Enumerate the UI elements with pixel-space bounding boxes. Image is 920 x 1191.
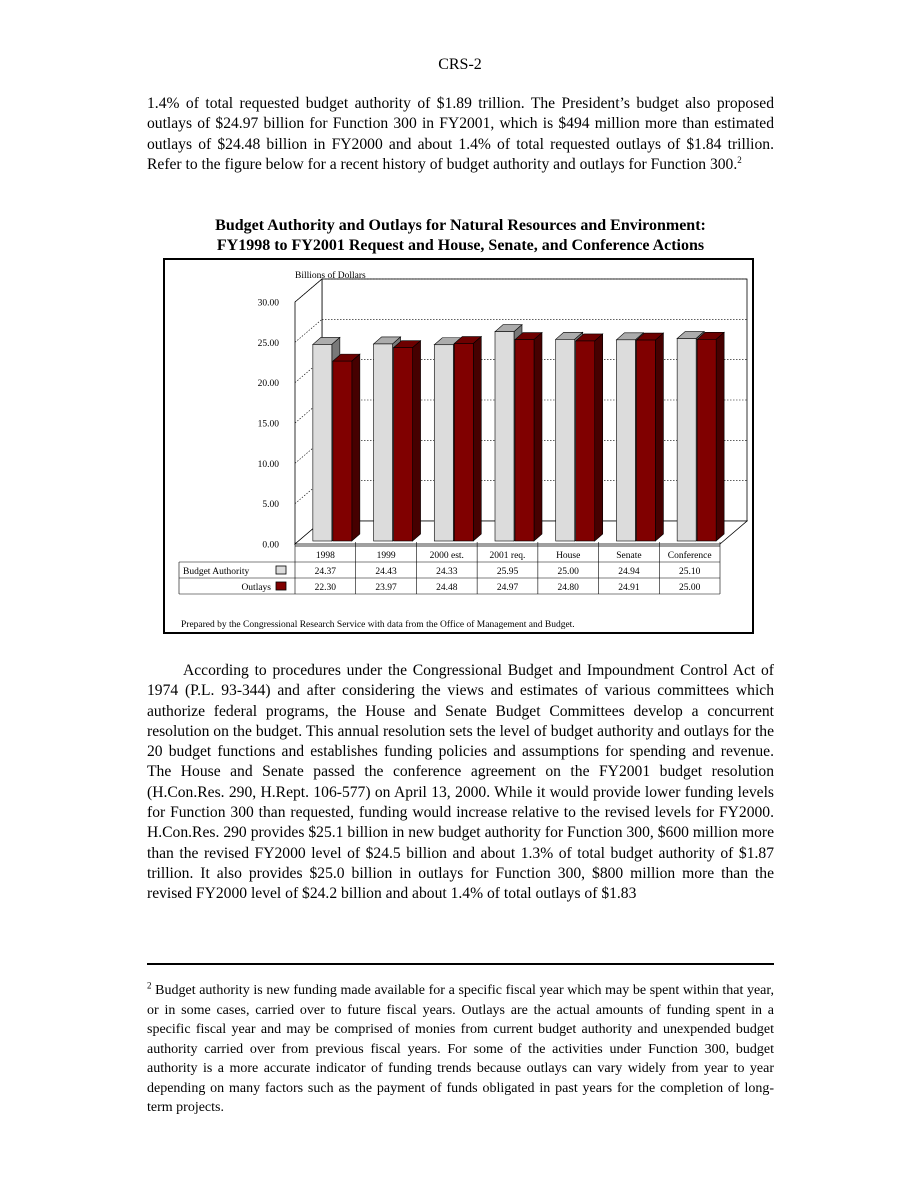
y-tick-label: 25.00 (257, 338, 279, 349)
data-label: 24.33 (436, 567, 458, 577)
data-label: 24.48 (436, 583, 458, 593)
data-label: 24.37 (314, 567, 337, 577)
bar (313, 344, 332, 541)
y-tick-label: 30.00 (257, 298, 279, 309)
bar-side (655, 333, 663, 541)
figure-title-line-1: Budget Authority and Outlays for Natural Resources and Environment: (215, 217, 706, 234)
x-tick-label: House (556, 551, 581, 561)
x-tick-label: 2001 req. (489, 551, 526, 561)
bar (374, 344, 393, 541)
data-label: 24.43 (375, 567, 397, 577)
y-tick-label: 20.00 (257, 379, 279, 390)
x-tick-label: 1999 (376, 551, 396, 561)
x-tick-label: Senate (616, 551, 642, 561)
source-note: Prepared by the Congressional Research Service with data from the Office of Management and Budget. (181, 620, 575, 630)
bar-side (352, 354, 360, 541)
footnote-number: 2 (147, 980, 152, 991)
bar (434, 345, 453, 541)
footnote-ref[interactable]: 2 (737, 154, 742, 165)
bar-side (716, 332, 724, 541)
y-tick-label: 5.00 (262, 500, 279, 511)
bar-side (473, 337, 481, 541)
bar (616, 340, 635, 541)
bar (454, 344, 473, 541)
bar (556, 339, 575, 541)
legend-label: Budget Authority (183, 567, 250, 577)
chart-frame (163, 258, 754, 634)
x-tick-label: 1998 (315, 551, 335, 561)
legend-swatch (276, 582, 286, 590)
bar-side (413, 341, 421, 541)
footnote (147, 981, 774, 1118)
bar (697, 339, 716, 541)
page-header: CRS-2 (438, 56, 482, 73)
y-tick-label: 10.00 (257, 459, 279, 470)
data-label: 23.97 (375, 583, 397, 593)
bar (495, 332, 514, 541)
bar (333, 361, 352, 541)
legend-swatch (276, 566, 286, 574)
intro-paragraph (147, 94, 774, 175)
x-tick-label: Conference (667, 551, 712, 561)
bar-chart (165, 260, 752, 632)
bar-side (595, 334, 603, 541)
y-tick-label: 15.00 (257, 419, 279, 430)
bar (515, 340, 534, 541)
body-paragraph: According to procedures under the Congressional Budget and Impoundment Control Act of 1974 (P.L. 93-344) and after considering the views and estimates of various committees which authorize federal programs, the House and Senate Budget Committees develop a concurrent resolution on the budget. This annual resolution sets the level of budget authority and outlays for the 20 budget functions and establishes funding policies and assumptions for spending and revenue. The House and Senate passed the conference agreement on the FY2001 budget resolution (H.Con.Res. 290, H.Rept. 106-577) on April 13, 2000. While it would provide lower funding levels for Function 300 than requested, funding would increase relative to the revised levels for FY2000. H.Con.Res. 290 provides $25.1 billion in new budget authority for Function 300, $600 million more than the revised FY2000 level of $24.5 billion and about 1.3% of total budget authority of $1.87 trillion. It also provides $25.0 billion in outlays for Function 300, $800 million more than the revised FY2000 level of $24.2 billion and about 1.4% of total outlays of $1.83 (147, 662, 774, 903)
footnote-text: Budget authority is new funding made available for a specific fiscal year which may be spent within that year, or in some cases, carried over to future fiscal years. Outlays are the actual amounts of funding spent in a specific fiscal year and may be comprised of monies from current budget authority and unexpended budget authority carried over from previous fiscal years. For some of the activities under Function 300, budget authority is a more accurate indicator of funding trends because outlays can vary widely from year to year depending on many factors such as the payment of funds obligated in past years for the completion of long-term projects. (147, 983, 774, 1115)
data-label: 25.95 (496, 567, 519, 577)
bar (677, 339, 696, 541)
data-label: 24.97 (496, 583, 519, 593)
bar (636, 340, 655, 541)
data-label: 24.91 (618, 583, 640, 593)
data-label: 24.94 (618, 567, 640, 577)
y-axis-label: Billions of Dollars (295, 271, 366, 281)
bar-side (534, 333, 542, 541)
bar (576, 341, 595, 541)
y-tick-label: 0.00 (262, 540, 279, 551)
footnote-divider (147, 963, 774, 965)
data-label: 25.00 (678, 583, 701, 593)
legend-label: Outlays (241, 583, 271, 593)
figure-title (147, 216, 774, 256)
intro-paragraph-text: 1.4% of total requested budget authority of $1.89 trillion. The President’s budget also proposed outlays of $24.97 billion for Function 300 in FY2001, which is $494 million more than estimated outlays of $24.48 billion in FY2000 and about 1.4% of total requested outlays of $1.84 trillion. Refer to the figure below for a recent history of budget authority and outlays for Function 300. (147, 95, 774, 173)
data-label: 22.30 (314, 583, 337, 593)
data-label: 24.80 (557, 583, 579, 593)
figure-title-line-2: FY1998 to FY2001 Request and House, Senate, and Conference Actions (216, 237, 705, 254)
x-tick-label: 2000 est. (429, 551, 464, 561)
data-label: 25.10 (678, 567, 701, 577)
bar (394, 348, 413, 541)
data-label: 25.00 (557, 567, 579, 577)
